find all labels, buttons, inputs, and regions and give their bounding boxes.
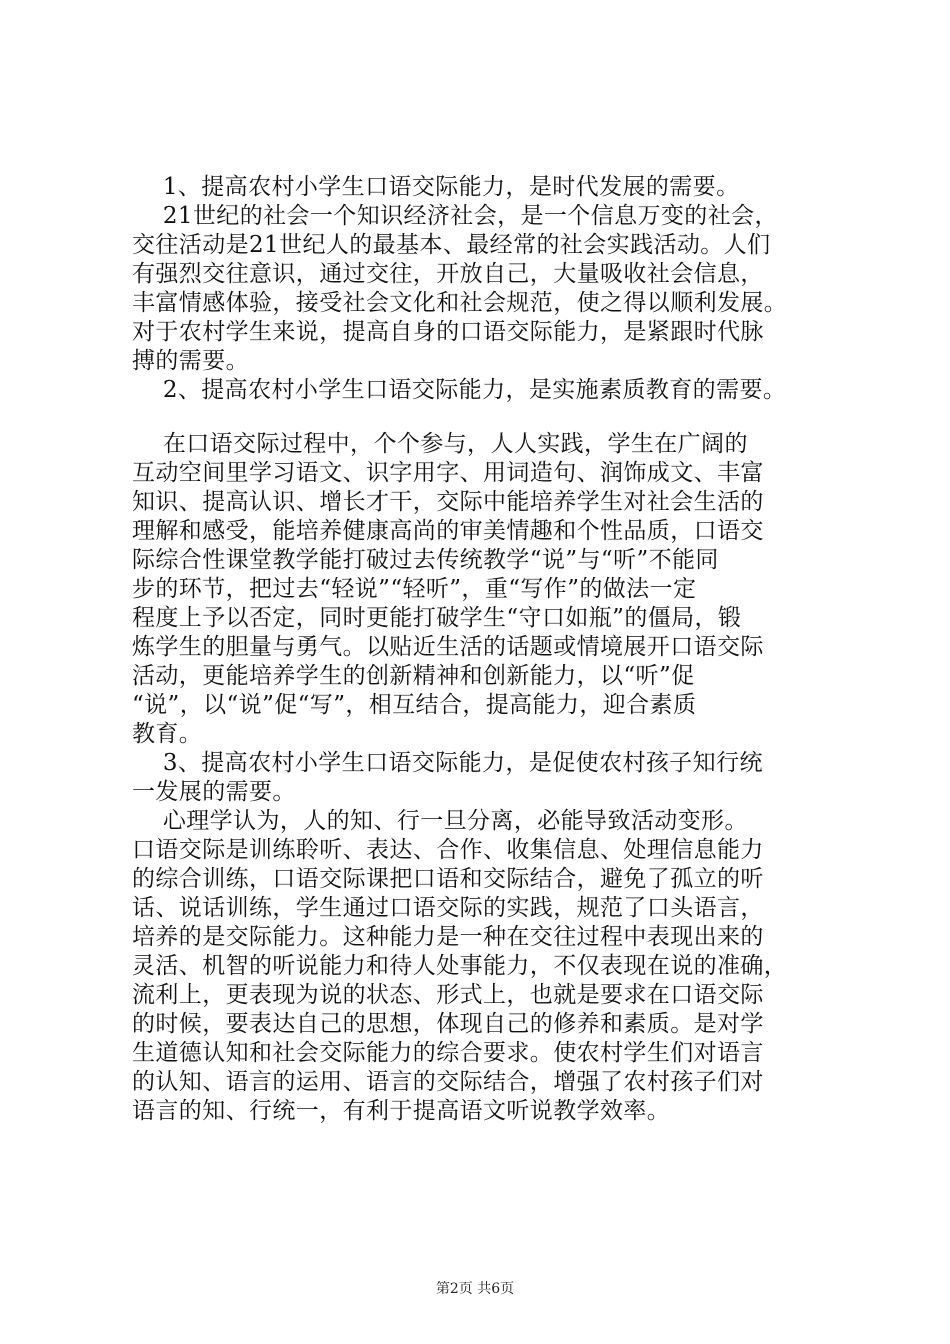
text-line: 的时候，要表达自己的思想，体现自己的修养和素质。是对学 [132,1011,764,1037]
text-line: 有强烈交往意识，通过交往，开放自己，大量吸收社会信息， [132,261,764,287]
text-line: 在口语交际过程中，个个参与，人人实践，学生在广阔的 [132,431,748,457]
text-line: 步的环节，把过去“轻说”“轻听”，重“写作”的做法一定 [132,576,697,602]
text-line: 流利上，更表现为说的状态、形式上，也就是要求在口语交际 [132,982,764,1008]
text-line: 话、说话训练，学生通过口语交际的实践，规范了口头语言， [132,895,764,921]
text-line: 知识、提高认识、增长才干，交际中能培养学生对社会生活的 [132,489,764,515]
text-line: 的认知、语言的运用、语言的交际结合，增强了农村孩子们对 [132,1069,764,1095]
document-body [132,173,844,1126]
text-line: 的综合训练，口语交际课把口语和交际结合，避免了孤立的听 [132,866,764,892]
text-line: 对于农村学生来说，提高自身的口语交际能力，是紧跟时代脉 [132,319,764,345]
text-line: “说”，以“说”促“写”，相互结合，提高能力，迎合素质 [132,692,697,718]
text-line: 培养的是交际能力。这种能力是一种在交往过程中表现出来的 [132,924,764,950]
text-line: 搏的需要。 [132,348,249,374]
text-line: 炼学生的胆量与勇气。以贴近生活的话题或情境展开口语交际 [132,634,764,660]
text-line: 1、提高农村小学生口语交际能力，是时代发展的需要。 [132,174,740,200]
text-line: 理解和感受，能培养健康高尚的审美情趣和个性品质，口语交 [132,518,764,544]
text-line: 交往活动是21世纪人的最基本、最经常的社会实践活动。人们 [132,232,771,258]
text-line: 口语交际是训练聆听、表达、合作、收集信息、处理信息能力 [132,837,764,863]
text-line: 互动空间里学习语文、识字用字、用词造句、润饰成文、丰富 [132,460,764,486]
text-line: 生道德认知和社会交际能力的综合要求。使农村学生们对语言 [132,1040,764,1066]
text-line: 语言的知、行统一，有利于提高语文听说教学效率。 [132,1098,671,1124]
section-heading: 3、提高农村小学生口语交际能力，是促使农村孩子知行统 [132,750,763,776]
text-line: 心理学认为，人的知、行一旦分离，必能导致活动变形。 [132,808,748,834]
paragraph-gap [132,405,844,430]
text-line: 活动，更能培养学生的创新精神和创新能力，以“听”促 [132,663,695,689]
section-heading: 2、提高农村小学生口语交际能力，是实施素质教育的需要。 [132,377,787,403]
text-line: 21世纪的社会一个知识经济社会，是一个信息万变的社会， [132,203,778,229]
section-heading: 一发展的需要。 [132,779,296,805]
text-line: 灵活、机智的听说能力和待人处事能力，不仅表现在说的准确， [132,953,788,979]
text-line: 程度上予以否定，同时更能打破学生“守口如瓶”的僵局，锻 [132,605,742,631]
text-line: 际综合性课堂教学能打破过去传统教学“说”与“听”不能同 [132,547,719,573]
text-line: 教育。 [132,721,203,747]
page-number-footer: 第2页 共6页 [435,1281,515,1297]
text-line: 丰富情感体验，接受社会文化和社会规范，使之得以顺利发展。 [132,290,788,316]
